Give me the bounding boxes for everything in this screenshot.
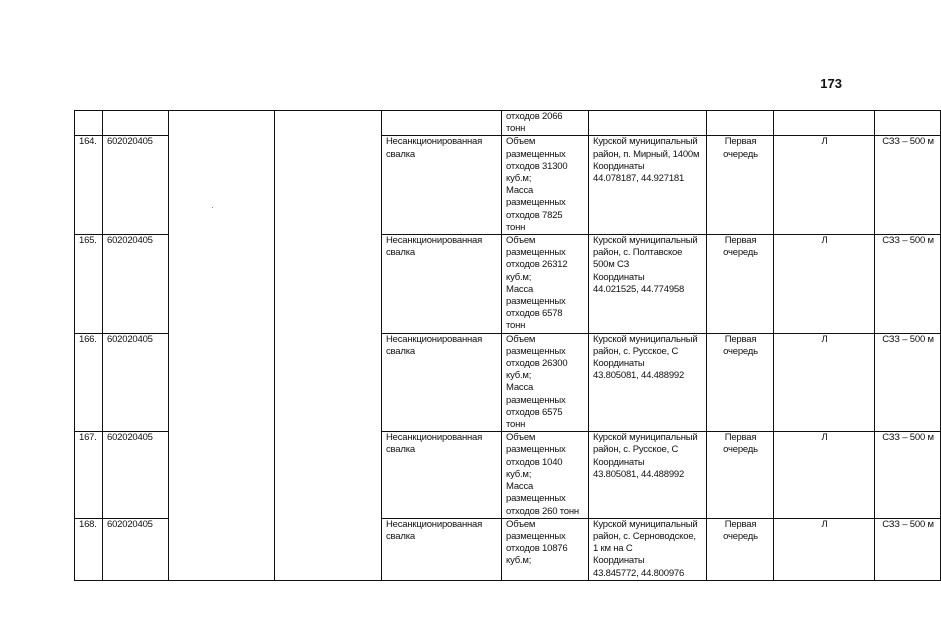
location-cell: Курской муниципальный район, с. Полтавское 500м СЗ Координаты 44.021525, 44.774958 xyxy=(589,235,707,334)
queue-cell: Первая очередь xyxy=(707,136,774,235)
code-cell: 602020405 xyxy=(103,136,169,235)
class-cell: Л xyxy=(774,136,875,235)
code-cell: 602020405 xyxy=(103,333,169,432)
zone-cell xyxy=(875,111,941,136)
class-cell: Л xyxy=(774,432,875,518)
queue-cell: Первая очередь xyxy=(707,333,774,432)
volume-cell: Объем размещенных отходов 1040 куб.м; Масса размещенных отходов 260 тонн xyxy=(502,432,589,518)
merged-blank-column xyxy=(169,111,275,581)
class-cell xyxy=(774,111,875,136)
object-type-cell: Несанкционированная свалка xyxy=(382,235,502,334)
object-type-cell: Несанкционированная свалка xyxy=(382,432,502,518)
num-cell: 166. xyxy=(75,333,103,432)
queue-cell: Первая очередь xyxy=(707,235,774,334)
zone-cell: СЗЗ – 500 м xyxy=(875,518,941,580)
volume-cell: Объем размещенных отходов 26312 куб.м; Масса размещенных отходов 6578 тонн xyxy=(502,235,589,334)
queue-cell: Первая очередь xyxy=(707,518,774,580)
volume-cell: отходов 2066 тонн xyxy=(502,111,589,136)
code-cell: 602020405 xyxy=(103,235,169,334)
zone-cell: СЗЗ – 500 м xyxy=(875,136,941,235)
location-cell: Курской муниципальный район, с. Русское, С Координаты 43.805081, 44.488992 xyxy=(589,333,707,432)
class-cell: Л xyxy=(774,235,875,334)
object-type-cell: Несанкционированная свалка xyxy=(382,333,502,432)
zone-cell: СЗЗ – 500 м xyxy=(875,432,941,518)
table-row-continuation xyxy=(75,111,941,136)
code-cell: 602020405 xyxy=(103,518,169,580)
zone-cell: СЗЗ – 500 м xyxy=(875,235,941,334)
num-cell: 164. xyxy=(75,136,103,235)
volume-cell: Объем размещенных отходов 26300 куб.м; Масса размещенных отходов 6575 тонн xyxy=(502,333,589,432)
page-number: 173 xyxy=(820,76,842,91)
queue-cell xyxy=(707,111,774,136)
num-cell xyxy=(75,111,103,136)
location-cell: Курской муниципальный район, с. Русское, С Координаты 43.805081, 44.488992 xyxy=(589,432,707,518)
location-cell: Курской муниципальный район, с. Серноводское, 1 км на С Координаты 43.845772, 44.800976 xyxy=(589,518,707,580)
location-cell: Курской муниципальный район, п. Мирный, 1400м Координаты 44.078187, 44.927181 xyxy=(589,136,707,235)
zone-cell: СЗЗ – 500 м xyxy=(875,333,941,432)
class-cell: Л xyxy=(774,333,875,432)
code-cell: 602020405 xyxy=(103,432,169,518)
waste-sites-table xyxy=(74,110,941,581)
num-cell: 165. xyxy=(75,235,103,334)
class-cell: Л xyxy=(774,518,875,580)
merged-blank-column xyxy=(275,111,382,581)
object-type-cell: Несанкционированная свалка xyxy=(382,518,502,580)
num-cell: 167. xyxy=(75,432,103,518)
queue-cell: Первая очередь xyxy=(707,432,774,518)
volume-cell: Объем размещенных отходов 10876 куб.м; xyxy=(502,518,589,580)
location-cell xyxy=(589,111,707,136)
object-type-cell: Несанкционированная свалка xyxy=(382,136,502,235)
num-cell: 168. xyxy=(75,518,103,580)
code-cell xyxy=(103,111,169,136)
object-type-cell xyxy=(382,111,502,136)
volume-cell: Объем размещенных отходов 31300 куб.м; Масса размещенных отходов 7825 тонн xyxy=(502,136,589,235)
